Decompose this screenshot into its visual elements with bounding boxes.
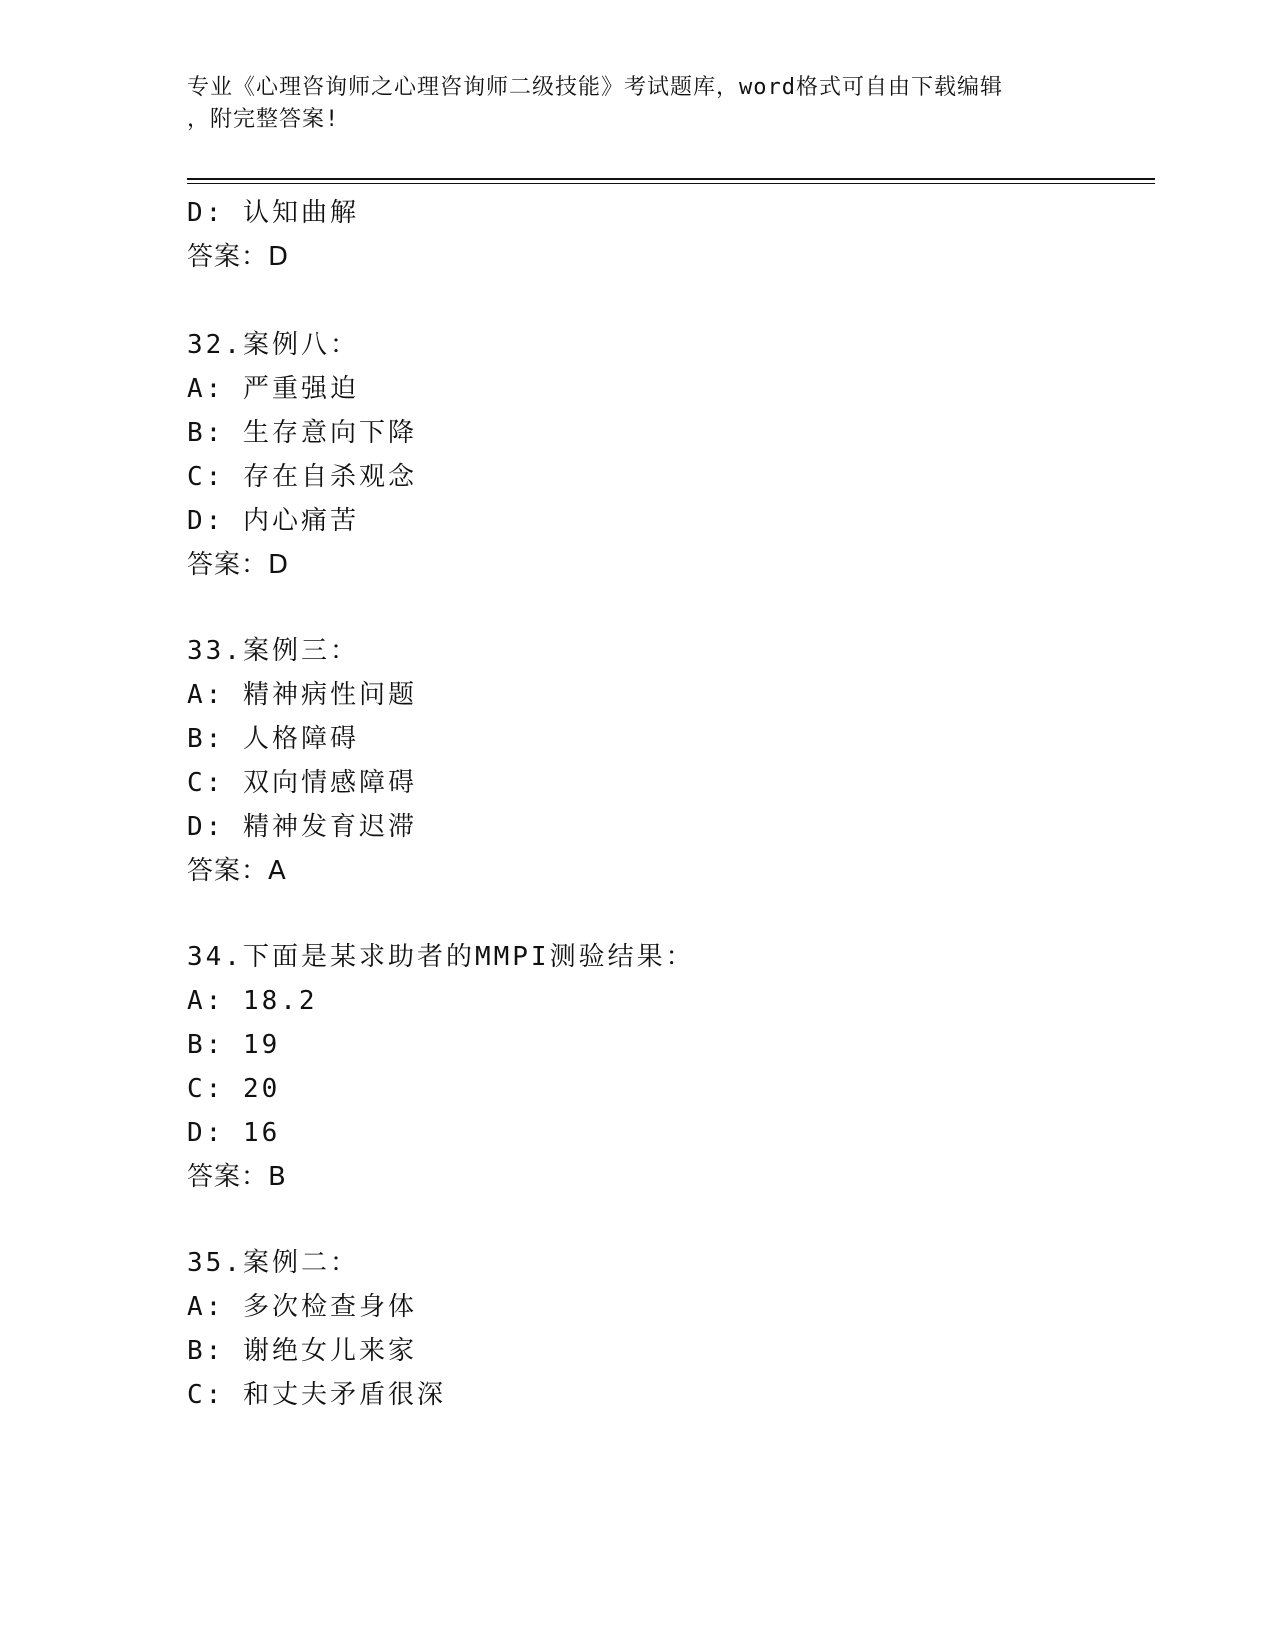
q35-option-b: B: 谢绝女儿来家	[187, 1336, 417, 1366]
q31-option-d: D: 认知曲解	[187, 198, 359, 228]
header-line-2: ，附完整答案!	[187, 107, 340, 132]
q35-question: 35.案例二：	[187, 1248, 359, 1278]
q32-option-a: A: 严重强迫	[187, 374, 359, 404]
q33-question: 33.案例三：	[187, 636, 359, 666]
q34-option-d: D: 16	[187, 1118, 281, 1148]
header-line-1: 专业《心理咨询师之心理咨询师二级技能》考试题库，word格式可自由下载编辑	[187, 75, 1003, 100]
header-divider-thin	[187, 183, 1155, 184]
q31-answer: 答案：D	[187, 242, 290, 272]
q35-option-a: A: 多次检查身体	[187, 1292, 417, 1322]
q32-option-d: D: 内心痛苦	[187, 506, 359, 536]
q34-option-c: C: 20	[187, 1074, 281, 1104]
header-divider-thick	[187, 178, 1155, 180]
q34-answer: 答案：B	[187, 1162, 287, 1192]
q34-option-a: A: 18.2	[187, 986, 318, 1016]
q32-option-b: B: 生存意向下降	[187, 418, 417, 448]
q33-answer: 答案：A	[187, 856, 287, 886]
q33-option-b: B: 人格障碍	[187, 724, 359, 754]
q35-option-c: C: 和丈夫矛盾很深	[187, 1380, 446, 1410]
q34-question: 34.下面是某求助者的MMPI测验结果：	[187, 942, 695, 972]
q33-option-c: C: 双向情感障碍	[187, 768, 417, 798]
q32-answer: 答案：D	[187, 550, 290, 580]
q32-question: 32.案例八：	[187, 330, 359, 360]
q33-option-d: D: 精神发育迟滞	[187, 812, 417, 842]
q34-option-b: B: 19	[187, 1030, 281, 1060]
q32-option-c: C: 存在自杀观念	[187, 462, 417, 492]
document-header	[187, 72, 1087, 136]
q33-option-a: A: 精神病性问题	[187, 680, 417, 710]
